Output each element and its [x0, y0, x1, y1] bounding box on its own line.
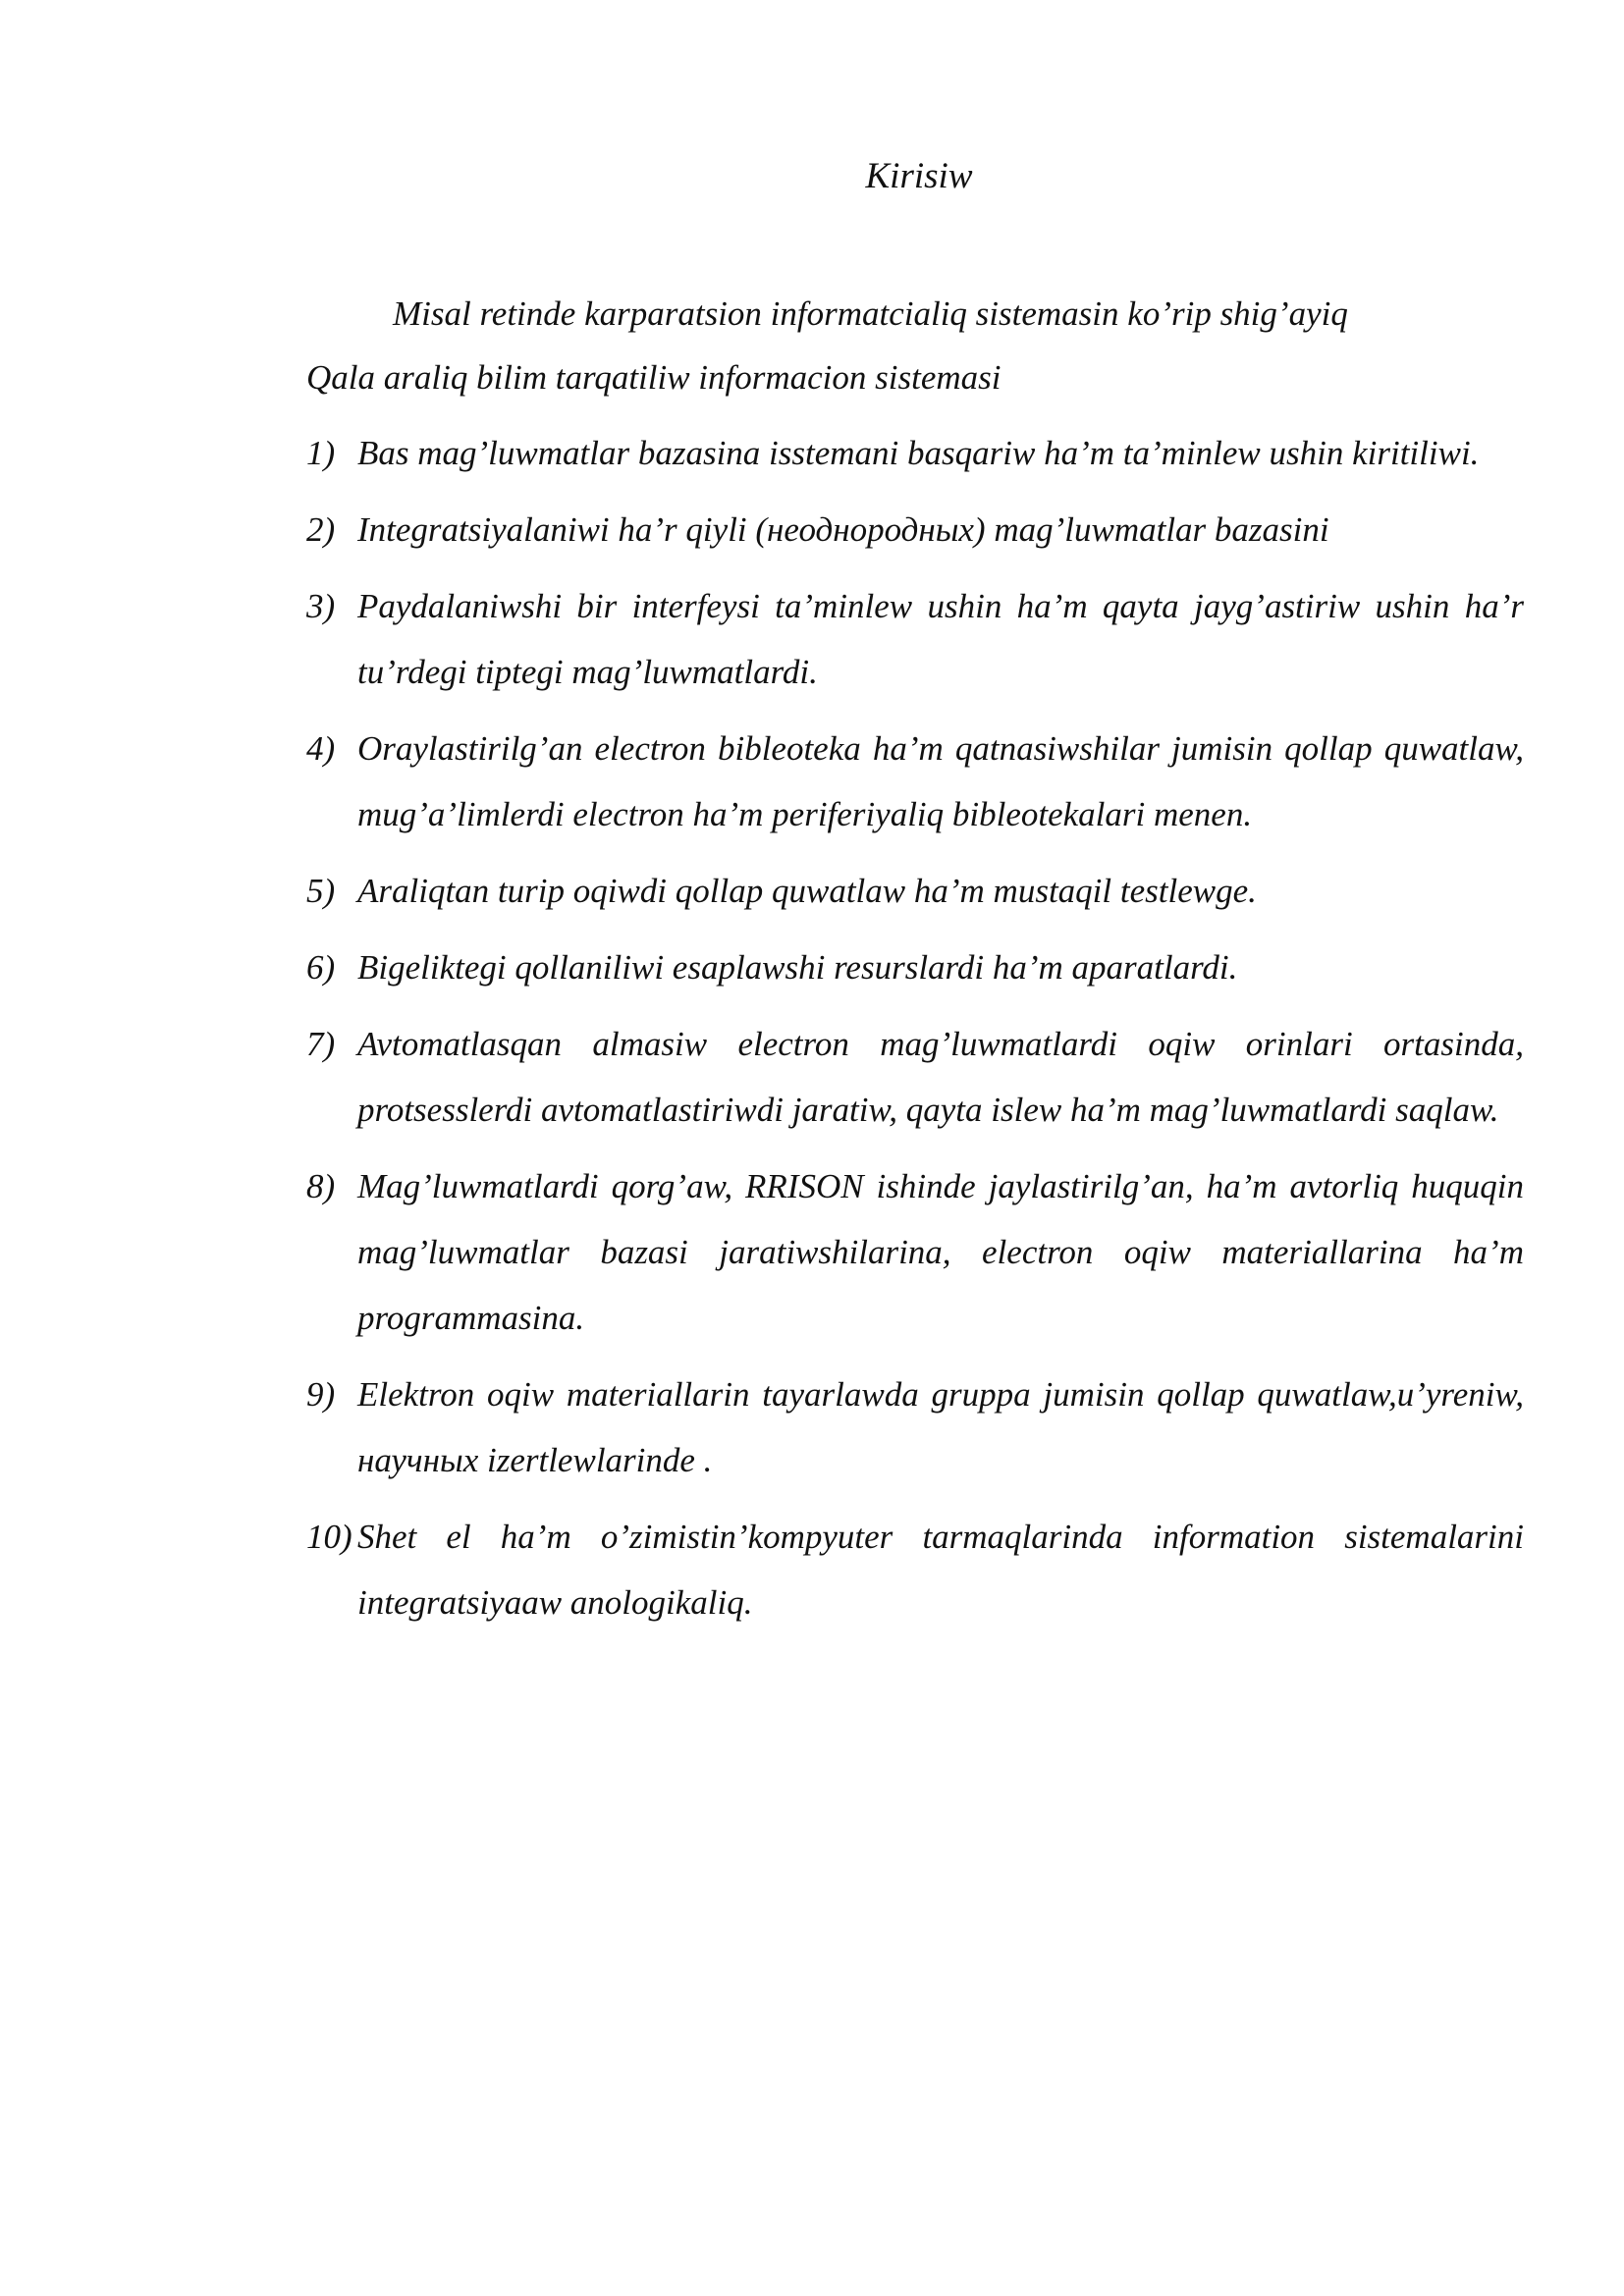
list-item-number: 2)	[306, 510, 336, 549]
list-item-number: 10)	[306, 1518, 352, 1556]
list-item-number: 5)	[306, 872, 336, 910]
list-item	[306, 1011, 1524, 1143]
list-item-number: 3)	[306, 587, 336, 625]
numbered-list	[306, 420, 1524, 1646]
list-item-text: Integratsiyalaniwi ha’r qiyli (неоднородных) mag’luwmatlar bazasini	[357, 510, 1329, 549]
list-item-text: Paydalaniwshi bir interfeysi ta’minlew ushin ha’m qayta jayg’astiriw ushin ha’r tu’rdegi tiptegi mag’luwmatlardi.	[357, 587, 1524, 691]
list-item-number: 4)	[306, 729, 336, 768]
list-item	[306, 497, 1524, 562]
list-item-number: 7)	[306, 1025, 336, 1063]
list-item	[306, 716, 1524, 847]
list-item	[306, 1153, 1524, 1351]
list-item	[306, 858, 1524, 924]
list-item-text: Elektron oqiw materiallarin tayarlawda gruppa jumisin qollap quwatlaw,u’yreniw, научных izertlewlarinde .	[357, 1375, 1524, 1479]
list-item-number: 9)	[306, 1375, 336, 1414]
intro-line-2: Qala araliq bilim tarqatiliw informacion sistemasi	[306, 358, 1001, 397]
list-item	[306, 1362, 1524, 1493]
list-item-text: Mag’luwmatlardi qorg’aw, RRISON ishinde jaylastirilg’an, ha’m avtorliq huquqin mag’luwmatlar bazasi jaratiwshilarina, electron oqiw materiallarina ha’m programmasina.	[357, 1167, 1524, 1337]
list-item-number: 8)	[306, 1167, 336, 1205]
list-item-text: Shet el ha’m o’zimistin’kompyuter tarmaqlarinda information sistemalarini integratsiyaaw anologikaliq.	[357, 1518, 1524, 1622]
page-title: Kirisiw	[865, 156, 973, 196]
list-item-text: Araliqtan turip oqiwdi qollap quwatlaw ha’m mustaqil testlewge.	[357, 872, 1257, 910]
list-item	[306, 1504, 1524, 1635]
list-item	[306, 420, 1524, 486]
list-item-text: Oraylastirilg’an electron bibleoteka ha’m qatnasiwshilar jumisin qollap quwatlaw, mug’a’limlerdi electron ha’m periferiyaliq bibleotekalari menen.	[357, 729, 1524, 833]
list-item	[306, 573, 1524, 705]
list-item-number: 6)	[306, 948, 336, 987]
list-item-number: 1)	[306, 434, 336, 472]
list-item-text: Bigeliktegi qollaniliwi esaplawshi resurslardi ha’m aparatlardi.	[357, 948, 1238, 987]
list-item-text: Bas mag’luwmatlar bazasina isstemani basqariw ha’m ta’minlew ushin kiritiliwi.	[357, 434, 1480, 472]
list-item-text: Avtomatlasqan almasiw electron mag’luwmatlardi oqiw orinlari ortasinda, protsesslerdi avtomatlastiriwdi jaratiw, qayta islew ha’m mag’luwmatlardi saqlaw.	[357, 1025, 1524, 1129]
list-item	[306, 934, 1524, 1000]
intro-line-1: Misal retinde karparatsion informatcialiq sistemasin ko’rip shig’ayiq	[393, 294, 1348, 333]
